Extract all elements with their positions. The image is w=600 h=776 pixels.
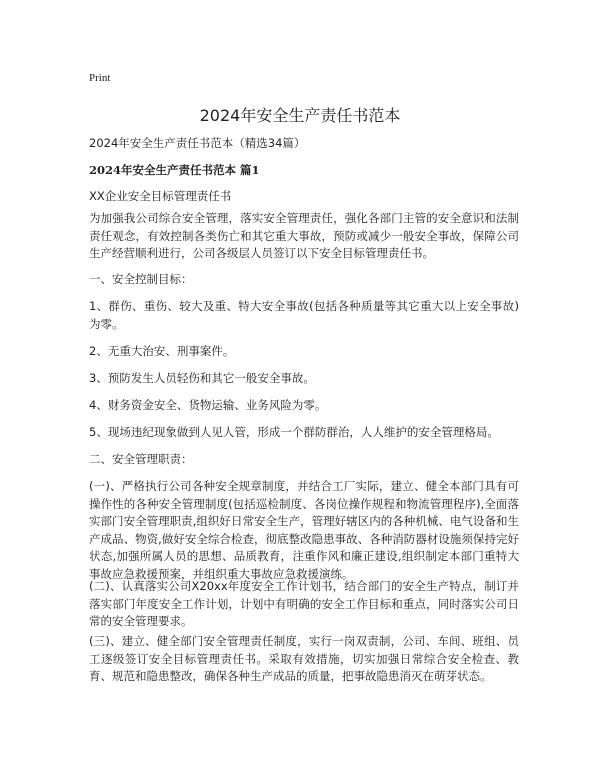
paragraph-goal-1: 1、群伤、重伤、较大及重、特大安全事故(包括各种质量等其它重大以上安全事故)为零。	[89, 299, 519, 331]
paragraph-goal-3: 3、预防发生人员轻伤和其它一般安全事故。	[89, 371, 315, 385]
paragraph-goal-5: 5、现场违纪现象做到人见人管，形成一个群防群治，人人维护的安全管理格局。	[89, 425, 499, 439]
paragraph-intro: 为加强我公司综合安全管理，落实安全管理责任，强化各部门主管的安全意识和法制责任观念，有效控制各类伤亡和其它重大事故，预防或减少一般安全事故，保障公司生产经营顺利进行，公司各级层人员签订以下安全目标管理责任书。	[89, 211, 519, 260]
paragraph-section-two: 二、安全管理职责：	[89, 452, 193, 466]
paragraph-goal-2: 2、无重大治安、刑事案件。	[89, 344, 235, 358]
paragraph-section-one: 一、安全控制目标：	[89, 272, 193, 286]
paragraph-duty-2: (二)、认真落实公司X20xx年度安全工作计划书，结合部门的安全生产特点，制订并落实部门年度安全工作计划，计划中有明确的安全工作目标和重点，同时落实公司日常的安全管理要求。	[89, 579, 519, 628]
paragraph-goal-4: 4、财务资金安全、货物运输、业务风险为零。	[89, 398, 327, 412]
section-heading: 2024年安全生产责任书范本 篇1	[89, 163, 260, 177]
document-title: 2024年安全生产责任书范本	[199, 106, 401, 125]
print-link[interactable]: Print	[89, 72, 111, 84]
paragraph-duty-3: (三)、建立、健全部门安全管理责任制度，实行一岗双责制，公司、车间、班组、员工逐级签订安全目标管理责任书。采取有效措施，切实加强日常综合安全检查、教育、规范和隐患整改，确保各种生产成品的质量，把事故隐患消灭在萌芽状态。	[89, 634, 519, 683]
paragraph-duty-1: (一)、严格执行公司各种安全规章制度，并结合工厂实际，建立、健全本部门具有可操作性的各种安全管理制度(包括巡检制度、各岗位操作规程和物流管理程序),全面落实部门安全管理职责,组织好日常安全生产，管理好辖区内的各种机械、电气设备和生产成品、物资,做好安全综合检查，彻底整改隐患事故、各种消防器材设施须保持完好状态,加强所属人员的思想、品质教育，注重作风和廉正建设,组织制定本部门重特大事故应急救援预案，并组织重大事故应急救援演练。	[89, 479, 519, 581]
document-subtitle: 2024年安全生产责任书范本（精选34篇）	[89, 136, 306, 150]
paragraph-company-heading: XX企业安全目标管理责任书	[89, 189, 232, 203]
